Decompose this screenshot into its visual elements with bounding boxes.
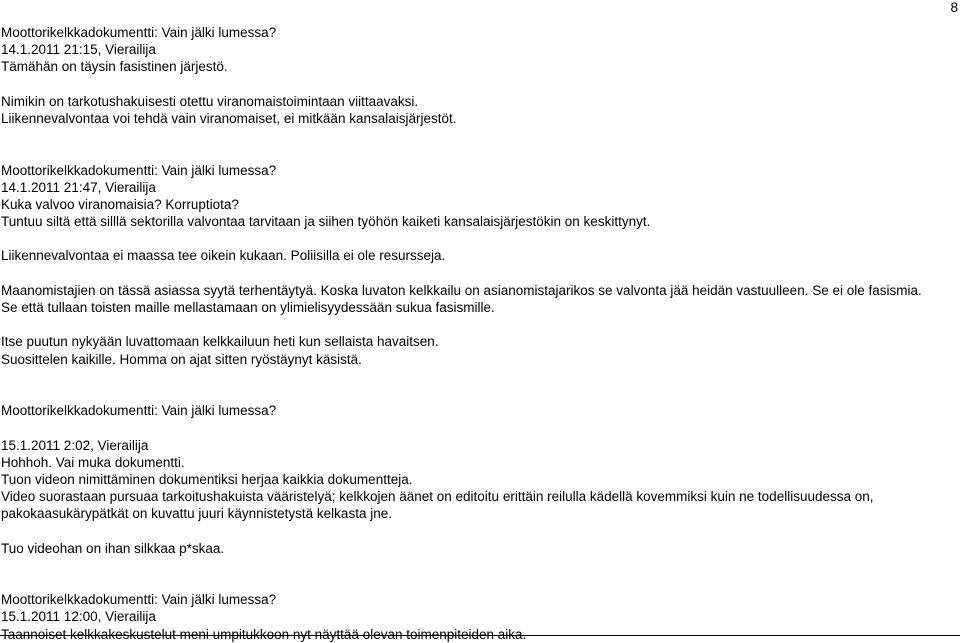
- comment-text: Nimikin on tarkotushakuisesti otettu viranomaistoimintaan viittaavaksi.: [1, 93, 419, 109]
- comment-text: Hohhoh. Vai muka dokumentti.: [1, 454, 185, 470]
- comment-text: Liikennevalvontaa ei maassa tee oikein kukaan. Poliisilla ei ole resursseja.: [1, 248, 446, 264]
- comment-meta: 15.1.2011 2:02, Vierailija: [1, 437, 149, 453]
- comment-text: Maanomistajien on tässä asiassa syytä terhentäytyä. Koska luvaton kelkkailu on asianomistajarikos se valvonta jää heidän vastuulleen. Se ei ole fasismia.: [1, 282, 922, 298]
- comment-text: Kuka valvoo viranomaisia? Korruptiota?: [1, 196, 239, 212]
- comment-meta: 14.1.2011 21:15, Vierailija: [1, 42, 156, 58]
- comment-title: Moottorikelkkadokumentti: Vain jälki lumessa?: [1, 403, 277, 419]
- comment-text: Se että tullaan toisten maille mellastamaan on ylimielisyydessään sukua fasismille.: [1, 300, 495, 316]
- comment-text: Itse puutun nykyään luvattomaan kelkkailuun heti kun sellaista havaitsen.: [1, 334, 439, 350]
- comment-meta: 14.1.2011 21:47, Vierailija: [1, 179, 156, 195]
- comment-title: Moottorikelkkadokumentti: Vain jälki lumessa?: [1, 592, 277, 608]
- comment-text: Tämähän on täysin fasistinen järjestö.: [1, 59, 228, 75]
- page-bottom-rule: [0, 635, 960, 636]
- page-number: 8: [950, 0, 958, 15]
- comment-title: Moottorikelkkadokumentti: Vain jälki lumessa?: [1, 162, 277, 178]
- comment-text: Tuntuu siltä että silllä sektorilla valvontaa tarvitaan ja siihen työhön kaiketi kansalaisjärjestökin on keskittynyt.: [1, 214, 651, 230]
- comment-text: Liikennevalvontaa voi tehdä vain viranomaiset, ei mitkään kansalaisjärjestöt.: [1, 110, 457, 126]
- comment-meta: 15.1.2011 12:00, Vierailija: [1, 609, 156, 625]
- document-body: [1, 24, 951, 643]
- comment-text: Suosittelen kaikille. Homma on ajat sitten ryöstäynyt käsistä.: [1, 351, 362, 367]
- comment-text: Video suorastaan pursuaa tarkoitushakuista vääristelyä; kelkkojen äänet on editoitu erittäin reilulla kädellä kovemmiksi kuin ne todellisuudessa on, pakokaasukärypätkät on kuvattu juuri käynnistetystä kelkasta jne.: [1, 489, 874, 522]
- comment-title: Moottorikelkkadokumentti: Vain jälki lumessa?: [1, 25, 277, 40]
- comment-text: Tuon videon nimittäminen dokumentiksi herjaa kaikkia dokumentteja.: [1, 471, 413, 487]
- comment-text: Tuo videohan on ihan silkkaa p*skaa.: [1, 540, 225, 556]
